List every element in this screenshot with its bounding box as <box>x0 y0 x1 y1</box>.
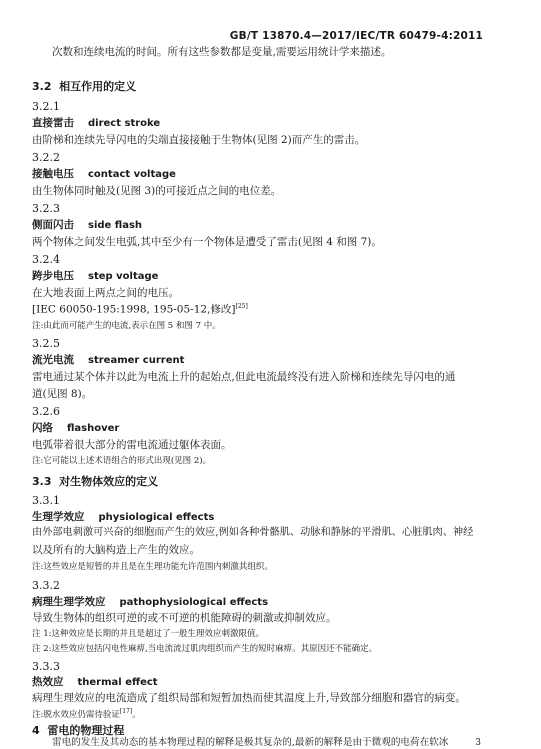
term-zh: 热效应 <box>32 676 64 688</box>
term-heading <box>32 117 160 130</box>
term-definition-cont: 道(见图 8)。 <box>32 388 93 400</box>
section-number: 3.2 <box>32 80 52 93</box>
term-note: 注:它可能以上述术语组合的形式出现(见图 2)。 <box>32 456 212 466</box>
term-en: flashover <box>67 423 120 434</box>
term-note-1: 注 1:这种效应是长期的并且是超过了一般生理效应刺激限值。 <box>32 629 264 639</box>
reference-citation: [25] <box>235 303 248 310</box>
section-3-2-heading <box>32 80 136 93</box>
term-definition: 在大地表面上两点之间的电压。 <box>32 287 179 299</box>
term-definition: 由阶梯和连续先导闪电的尖端直接接触于生物体(见图 2)而产生的雷击。 <box>32 134 366 146</box>
term-en: thermal effect <box>77 677 158 688</box>
page-number: 3 <box>475 738 481 748</box>
term-definition: 导致生物体的组织可逆的或不可逆的机能障碍的刺激或抑制效应。 <box>32 612 337 624</box>
term-number: 3.2.1 <box>32 100 60 113</box>
term-number: 3.2.3 <box>32 202 60 215</box>
intro-line: 次数和连续电流的时间。所有这些参数都是变量,需要运用统计学来描述。 <box>52 46 392 58</box>
term-en: contact voltage <box>88 169 176 180</box>
section-title: 雷电的物理过程 <box>47 724 125 737</box>
section-title: 对生物体效应的定义 <box>59 475 159 488</box>
term-heading <box>32 596 268 609</box>
term-en: side flash <box>88 220 143 231</box>
note-text: 注:脱水效应仍需待验证 <box>32 709 120 720</box>
section-3-3-heading <box>32 475 158 488</box>
term-heading <box>32 511 214 524</box>
term-definition: 电弧带着很大部分的雷电流通过躯体表面。 <box>32 439 232 451</box>
term-note: 注:由此而可能产生的电流,表示在图 5 和图 7 中。 <box>32 321 221 331</box>
term-en: physiological effects <box>98 512 215 523</box>
term-definition: 两个物体之间发生电弧,其中至少有一个物体是遭受了雷击(见图 4 和图 7)。 <box>32 236 382 248</box>
term-heading <box>32 219 142 232</box>
term-en: streamer current <box>88 355 185 366</box>
term-definition-cont: 以及所有的大脑构造上产生的效应。 <box>32 544 200 556</box>
term-zh: 直接雷击 <box>32 117 74 129</box>
term-definition: 病理生理效应的电流造成了组织局部和短暂加热而使其温度上升,导致部分细胞和器官的病变。 <box>32 692 466 704</box>
section-4-heading <box>32 724 124 737</box>
term-zh: 接触电压 <box>32 168 74 180</box>
term-definition: 由外部电刺激可兴奋的细胞而产生的效应,例如各种骨骼肌、动脉和静脉的平滑肌、心脏肌肉、神经 <box>32 527 474 538</box>
term-number: 3.3.2 <box>32 579 60 592</box>
term-number: 3.2.2 <box>32 151 60 164</box>
note-end: 。 <box>132 709 141 720</box>
section-number: 3.3 <box>32 475 52 488</box>
term-zh: 侧面闪击 <box>32 219 74 231</box>
reference-text: [IEC 60050-195:1998, 195-05-12,修改] <box>32 303 236 316</box>
note-citation: [17] <box>119 708 133 715</box>
term-definition: 雷电通过某个体并以此为电流上升的起始点,但此电流最终没有进入阶梯和连续先导闪电的通 <box>32 371 456 383</box>
term-note: 注:这些效应是短暂的并且是在生理功能允许范围内刺激其组织。 <box>32 562 273 572</box>
term-zh: 病理生理学效应 <box>32 596 106 608</box>
term-definition: 由生物体同时触及(见图 3)的可接近点之间的电位差。 <box>32 185 282 197</box>
term-number: 3.3.1 <box>32 494 60 507</box>
term-en: pathophysiological effects <box>119 597 269 608</box>
term-number: 3.3.3 <box>32 660 60 673</box>
section-4-text: 雷电的发生及其动态的基本物理过程的解释是极其复杂的,最新的解释是由于微观的电荷在软冰 <box>52 737 449 748</box>
term-en: step voltage <box>88 271 159 282</box>
term-zh: 生理学效应 <box>32 511 85 523</box>
term-en: direct stroke <box>88 118 161 129</box>
term-zh: 流光电流 <box>32 354 74 366</box>
term-zh: 闪络 <box>32 422 53 434</box>
term-number: 3.2.5 <box>32 337 60 350</box>
term-note <box>32 708 141 720</box>
term-heading <box>32 676 158 689</box>
section-number: 4 <box>32 724 40 737</box>
term-number: 3.2.4 <box>32 253 60 266</box>
term-zh: 跨步电压 <box>32 270 74 282</box>
section-title: 相互作用的定义 <box>59 80 137 93</box>
term-heading <box>32 168 176 181</box>
term-heading <box>32 354 184 367</box>
term-number: 3.2.6 <box>32 405 60 418</box>
page-header: GB/T 13870.4—2017/IEC/TR 60479-4:2011 <box>229 30 483 42</box>
term-heading <box>32 422 119 435</box>
term-reference <box>32 303 248 316</box>
term-heading <box>32 270 158 283</box>
term-note-2: 注 2:这些效应包括闪电性麻痹,当电流流过肌肉组织而产生的短时麻痹。其原因还不能确定。 <box>32 644 378 654</box>
